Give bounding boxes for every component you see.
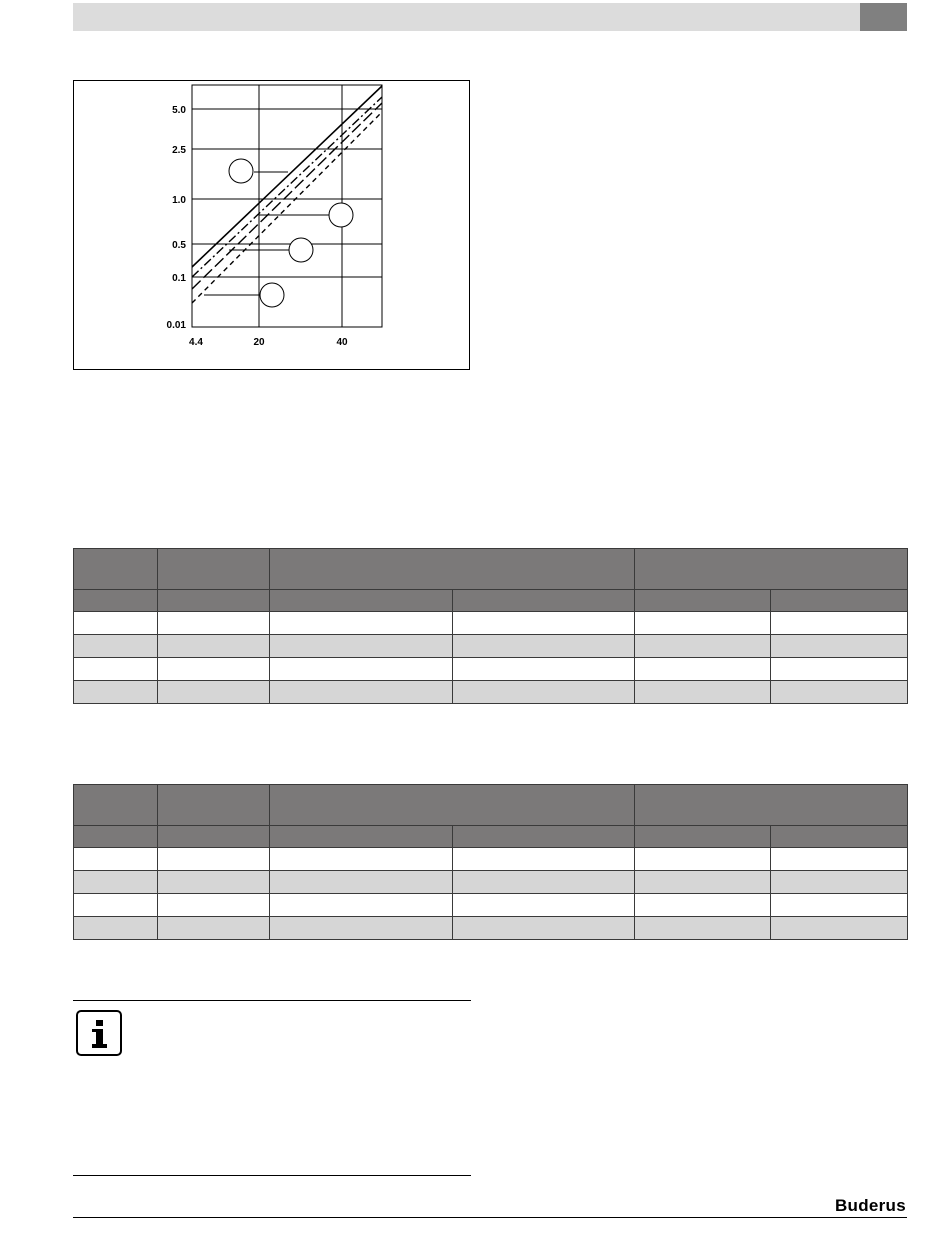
table-header-cell	[158, 590, 270, 612]
table-row	[74, 894, 908, 917]
table-header-cell	[158, 826, 270, 848]
callout-circle	[260, 283, 284, 307]
table-header-cell	[270, 826, 453, 848]
table-row	[74, 612, 908, 635]
table-row	[74, 917, 908, 940]
table-header-cell	[74, 826, 158, 848]
table-header-cell	[635, 590, 771, 612]
callout-circle	[229, 159, 253, 183]
y-tick-label: 2.5	[172, 145, 186, 156]
y-tick-label: 5.0	[172, 105, 186, 116]
series-line-long-dash	[192, 103, 382, 289]
spec-table-1	[73, 548, 908, 704]
table-header-row	[74, 549, 908, 590]
x-tick-label: 40	[336, 337, 348, 348]
header-bar	[73, 3, 860, 31]
chart	[74, 81, 471, 371]
table-subheader-row	[74, 590, 908, 612]
plot-border	[192, 85, 382, 327]
callout-circle	[289, 238, 313, 262]
y-tick-label: 0.1	[172, 273, 186, 284]
table-header-cell	[635, 785, 908, 826]
y-tick-label: 0.5	[172, 240, 186, 251]
info-icon	[76, 1010, 122, 1056]
table-header-cell	[771, 826, 908, 848]
series-line-solid	[192, 86, 382, 267]
table-row	[74, 658, 908, 681]
table-header-cell	[270, 549, 635, 590]
spec-table-2	[73, 784, 908, 940]
table-header-cell	[635, 549, 908, 590]
table-header-cell	[270, 590, 453, 612]
brand-logo: Buderus	[834, 1196, 906, 1215]
note-divider-top	[73, 1000, 471, 1001]
chart-frame	[73, 80, 470, 370]
y-tick-label: 1.0	[172, 195, 186, 206]
callout-circle	[329, 203, 353, 227]
table-row	[74, 848, 908, 871]
table-row	[74, 635, 908, 658]
x-tick-label: 4.4	[189, 337, 203, 348]
series-line-short-dash	[192, 112, 382, 303]
footer-divider	[73, 1217, 907, 1218]
table-header-cell	[158, 785, 270, 826]
table-header-cell	[453, 826, 635, 848]
x-tick-label: 20	[253, 337, 265, 348]
table-header-cell	[74, 549, 158, 590]
table-subheader-row	[74, 826, 908, 848]
table-header-cell	[158, 549, 270, 590]
table-header-row	[74, 785, 908, 826]
table-row	[74, 871, 908, 894]
y-tick-label: 0.01	[166, 320, 186, 331]
table-row	[74, 681, 908, 704]
table-header-cell	[270, 785, 635, 826]
table-header-cell	[74, 590, 158, 612]
table-header-cell	[771, 590, 908, 612]
table-header-cell	[74, 785, 158, 826]
note-divider-bottom	[73, 1175, 471, 1176]
header-page-tab	[860, 3, 907, 31]
table-header-cell	[635, 826, 771, 848]
table-header-cell	[453, 590, 635, 612]
